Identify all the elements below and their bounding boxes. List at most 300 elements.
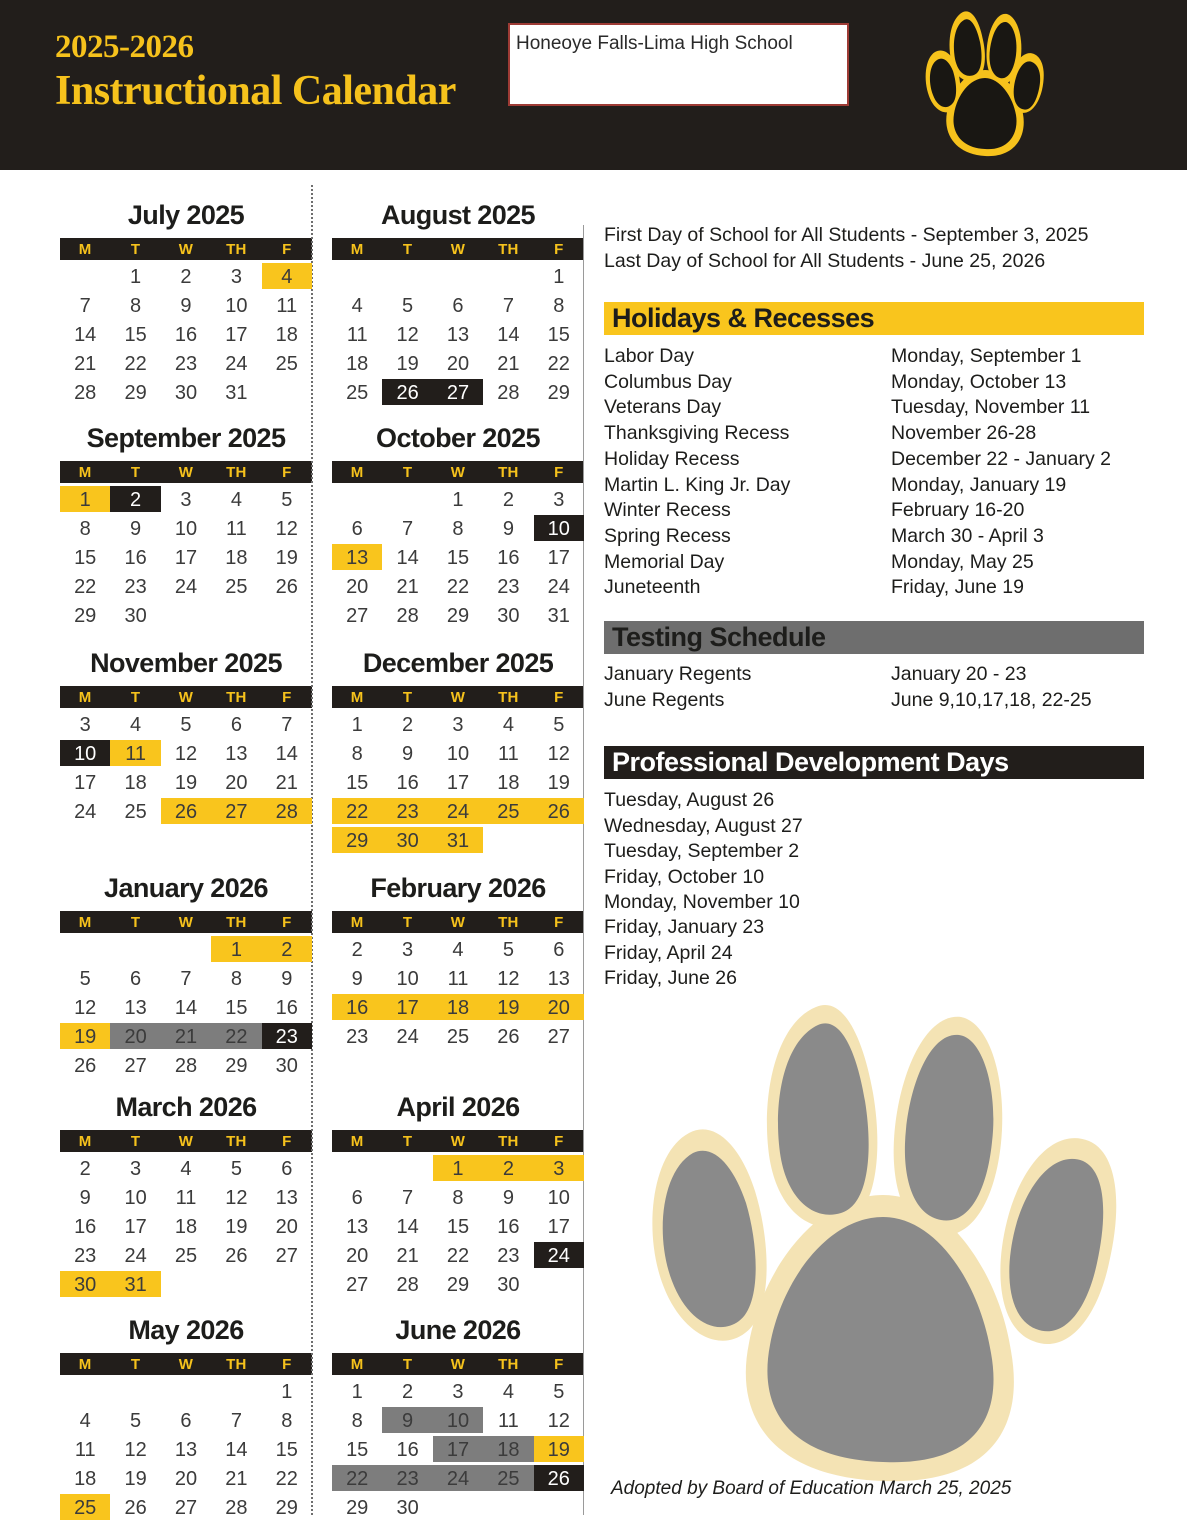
info-row-value: March 30 - April 3 — [891, 524, 1044, 547]
day-cell: 2 — [402, 1380, 414, 1403]
day-cell: 24 — [396, 1025, 419, 1048]
testing-section — [604, 621, 1187, 713]
dow-t: T — [402, 463, 413, 481]
day-cell: 25 — [346, 381, 369, 404]
day-cell: 29 — [74, 604, 97, 627]
week-row — [60, 710, 312, 739]
month-title: September 2025 — [86, 423, 286, 453]
day-cell: 8 — [281, 1409, 293, 1432]
day-cell: 4 — [502, 713, 514, 736]
day-cell: 22 — [346, 1467, 369, 1490]
day-cell: 6 — [130, 967, 142, 990]
week-rows — [332, 485, 584, 630]
week-row — [332, 993, 584, 1022]
dow-m: M — [78, 688, 92, 706]
month-title: January 2026 — [104, 873, 268, 903]
holidays-title: Holidays & Recesses — [612, 303, 875, 333]
week-row — [60, 1154, 312, 1183]
dow-m: M — [78, 240, 92, 258]
day-cell: 3 — [452, 1380, 464, 1403]
month-july-2025 — [60, 200, 312, 407]
pd-day-item: Tuesday, August 26 — [604, 789, 775, 812]
week-rows — [60, 1377, 312, 1522]
holidays-list — [604, 344, 1187, 601]
day-cell: 27 — [446, 381, 470, 404]
day-cell: 16 — [74, 1215, 97, 1238]
testing-title: Testing Schedule — [612, 622, 826, 653]
week-rows — [60, 262, 312, 407]
dow-t: T — [402, 1355, 413, 1373]
info-row — [604, 395, 1187, 421]
day-cell: 1 — [351, 1380, 363, 1403]
day-cell: 11 — [226, 517, 247, 540]
day-cell: 30 — [124, 604, 147, 627]
pd-day-item: Friday, October 10 — [604, 865, 765, 888]
dow-f: F — [554, 240, 564, 258]
day-cell: 10 — [124, 1186, 147, 1209]
info-row-label: Labor Day — [604, 345, 694, 367]
day-cell: 6 — [180, 1409, 192, 1432]
info-row-label: Columbus Day — [604, 370, 732, 393]
dow-f: F — [282, 240, 292, 258]
day-cell: 18 — [446, 996, 470, 1019]
dow-f: F — [282, 1355, 292, 1373]
week-row — [60, 1493, 312, 1522]
dow-w: W — [450, 240, 466, 258]
dow-w: W — [450, 1355, 466, 1373]
day-cell: 6 — [452, 294, 464, 317]
day-of-week-header — [60, 686, 312, 708]
day-cell: 16 — [346, 996, 369, 1019]
week-row — [332, 262, 584, 291]
day-cell: 19 — [396, 352, 419, 375]
day-cell: 5 — [230, 1157, 242, 1180]
week-row — [332, 826, 584, 855]
info-row-label: Winter Recess — [604, 499, 731, 522]
month-october-2025 — [332, 423, 584, 630]
day-cell: 18 — [497, 771, 520, 794]
day-cell: 18 — [497, 1438, 520, 1461]
day-cell: 16 — [174, 323, 198, 346]
dow-m: M — [350, 913, 364, 931]
day-cell: 14 — [497, 323, 520, 346]
week-row — [60, 935, 312, 964]
week-row — [332, 601, 584, 630]
month-title: August 2025 — [381, 200, 535, 230]
day-cell: 20 — [275, 1215, 298, 1238]
day-cell: 28 — [396, 1273, 419, 1296]
day-cell: 23 — [174, 352, 198, 375]
week-row — [60, 601, 312, 630]
day-cell: 12 — [547, 742, 570, 765]
day-cell: 19 — [547, 771, 570, 794]
info-row-label: January Regents — [604, 663, 752, 686]
week-rows — [60, 1154, 312, 1299]
paw-print-watermark-icon — [611, 985, 1171, 1485]
dow-th: TH — [498, 1132, 519, 1150]
day-cell: 15 — [275, 1438, 298, 1461]
week-row — [332, 1270, 584, 1299]
day-cell: 11 — [498, 1409, 519, 1432]
dow-th: TH — [226, 1355, 247, 1373]
dow-w: W — [450, 913, 466, 931]
day-cell: 29 — [446, 1273, 470, 1296]
week-row — [60, 1022, 312, 1051]
week-row — [332, 797, 584, 826]
dow-t: T — [130, 1132, 141, 1150]
pd-header-bar — [604, 746, 1144, 779]
info-row — [604, 473, 1187, 499]
info-row-label: Memorial Day — [604, 550, 725, 573]
day-cell: 16 — [497, 546, 520, 569]
day-cell: 19 — [497, 996, 520, 1019]
day-cell: 10 — [547, 1186, 570, 1209]
dow-t: T — [130, 1355, 141, 1373]
day-cell: 11 — [447, 967, 469, 990]
week-rows — [60, 485, 312, 630]
day-cell: 3 — [230, 265, 242, 288]
dow-w: W — [178, 688, 194, 706]
day-cell: 31 — [225, 381, 248, 404]
day-cell: 22 — [446, 575, 470, 598]
dow-th: TH — [498, 1355, 519, 1373]
day-cell: 23 — [124, 575, 147, 598]
day-cell: 28 — [225, 1496, 248, 1519]
day-of-week-header — [332, 1353, 584, 1375]
day-cell: 18 — [275, 323, 298, 346]
day-cell: 29 — [225, 1054, 248, 1077]
week-row — [332, 710, 584, 739]
day-cell: 4 — [351, 294, 363, 317]
day-cell: 26 — [225, 1244, 248, 1267]
day-cell: 20 — [446, 352, 470, 375]
day-cell: 10 — [225, 294, 248, 317]
dow-w: W — [450, 463, 466, 481]
day-cell: 6 — [553, 938, 565, 961]
day-cell: 14 — [174, 996, 198, 1019]
dow-m: M — [350, 688, 364, 706]
info-row-label: Holiday Recess — [604, 447, 740, 470]
week-row — [60, 514, 312, 543]
day-cell: 9 — [502, 517, 514, 540]
week-row — [332, 1241, 584, 1270]
day-cell: 8 — [452, 1186, 464, 1209]
day-cell: 2 — [180, 265, 192, 288]
dow-t: T — [130, 463, 141, 481]
day-cell: 20 — [346, 1244, 369, 1267]
day-cell: 25 — [275, 352, 298, 375]
day-cell: 14 — [225, 1438, 248, 1461]
day-cell: 27 — [346, 604, 369, 627]
day-cell: 15 — [547, 323, 570, 346]
info-row-value: February 16-20 — [891, 499, 1025, 522]
info-panel — [604, 170, 1187, 992]
month-june-2026 — [332, 1315, 584, 1522]
dow-t: T — [130, 240, 141, 258]
day-cell: 30 — [174, 381, 198, 404]
day-cell: 15 — [124, 323, 147, 346]
pd-section — [604, 746, 1187, 991]
week-row — [332, 1022, 584, 1051]
day-cell: 10 — [396, 967, 419, 990]
week-rows — [332, 710, 584, 855]
day-cell: 4 — [281, 265, 293, 288]
page-title: Instructional Calendar — [55, 67, 456, 114]
day-cell: 26 — [275, 575, 298, 598]
dow-f: F — [554, 1355, 564, 1373]
day-cell: 4 — [180, 1157, 192, 1180]
week-rows — [60, 710, 312, 826]
day-cell: 3 — [180, 488, 192, 511]
info-row-label: Spring Recess — [604, 524, 731, 547]
day-cell: 6 — [281, 1157, 293, 1180]
day-cell: 1 — [230, 938, 242, 961]
day-cell: 20 — [124, 1025, 147, 1048]
day-cell: 27 — [275, 1244, 298, 1267]
day-cell: 14 — [396, 546, 419, 569]
day-cell: 24 — [124, 1244, 147, 1267]
day-of-week-header — [332, 1130, 584, 1152]
day-cell: 5 — [180, 713, 192, 736]
month-december-2025 — [332, 648, 584, 855]
day-cell: 26 — [74, 1054, 97, 1077]
day-cell: 9 — [402, 742, 414, 765]
dow-m: M — [350, 1132, 364, 1150]
day-cell: 9 — [502, 1186, 514, 1209]
day-cell: 29 — [346, 1496, 369, 1519]
day-cell: 21 — [225, 1467, 248, 1490]
holidays-header-bar — [604, 302, 1144, 335]
day-cell: 13 — [124, 996, 147, 1019]
day-cell: 3 — [130, 1157, 142, 1180]
week-row — [332, 543, 584, 572]
day-cell: 29 — [275, 1496, 298, 1519]
month-title: February 2026 — [370, 873, 546, 903]
dow-t: T — [130, 688, 141, 706]
pd-day-item: Tuesday, September 2 — [604, 840, 800, 863]
day-cell: 23 — [275, 1025, 298, 1048]
dow-th: TH — [226, 913, 247, 931]
month-august-2025 — [332, 200, 584, 407]
week-row — [332, 378, 584, 407]
day-cell: 7 — [402, 1186, 414, 1209]
day-cell: 30 — [396, 1496, 419, 1519]
day-cell: 27 — [547, 1025, 570, 1048]
day-cell: 28 — [396, 604, 419, 627]
week-row — [332, 1435, 584, 1464]
week-row — [332, 935, 584, 964]
day-cell: 19 — [174, 771, 198, 794]
day-cell: 29 — [124, 381, 147, 404]
day-cell: 21 — [396, 1244, 419, 1267]
day-cell: 10 — [174, 517, 198, 540]
day-cell: 2 — [130, 488, 142, 511]
intro-block — [604, 222, 1187, 274]
week-row — [60, 1183, 312, 1212]
day-cell: 27 — [346, 1273, 369, 1296]
day-cell: 5 — [130, 1409, 142, 1432]
month-may-2026 — [60, 1315, 312, 1522]
day-cell: 4 — [230, 488, 242, 511]
info-row — [604, 662, 1187, 688]
day-cell: 2 — [79, 1157, 91, 1180]
dow-th: TH — [498, 688, 519, 706]
day-cell: 13 — [446, 323, 470, 346]
day-cell: 23 — [396, 800, 419, 823]
month-title: April 2026 — [396, 1092, 520, 1122]
day-cell: 15 — [346, 771, 369, 794]
day-cell: 31 — [446, 829, 470, 852]
day-cell: 24 — [225, 352, 248, 375]
day-cell: 20 — [174, 1467, 198, 1490]
pd-day-item: Friday, April 24 — [604, 941, 733, 964]
dow-th: TH — [498, 240, 519, 258]
day-cell: 11 — [175, 1186, 197, 1209]
week-row — [332, 291, 584, 320]
week-row — [332, 964, 584, 993]
day-cell: 3 — [79, 713, 91, 736]
dow-t: T — [402, 1132, 413, 1150]
day-of-week-header — [60, 1130, 312, 1152]
day-cell: 17 — [547, 546, 570, 569]
info-row-value: Monday, January 19 — [891, 473, 1067, 496]
day-cell: 5 — [281, 488, 293, 511]
info-row — [604, 524, 1187, 550]
day-of-week-header — [332, 461, 584, 483]
week-row — [332, 1377, 584, 1406]
week-row — [332, 1464, 584, 1493]
day-cell: 7 — [402, 517, 414, 540]
day-cell: 4 — [79, 1409, 91, 1432]
adopted-note: Adopted by Board of Education March 25, 2025 — [611, 1478, 1012, 1499]
day-cell: 27 — [174, 1496, 198, 1519]
day-cell: 2 — [281, 938, 293, 961]
paw-print-icon — [915, 4, 1055, 164]
pd-day-item: Wednesday, August 27 — [604, 814, 803, 837]
week-row — [332, 1212, 584, 1241]
calendar-grid — [0, 170, 592, 1536]
week-row — [60, 1241, 312, 1270]
day-cell: 5 — [553, 713, 565, 736]
day-cell: 18 — [225, 546, 248, 569]
day-cell: 5 — [402, 294, 414, 317]
week-row — [60, 1464, 312, 1493]
pd-day-item: Monday, November 10 — [604, 891, 800, 914]
day-cell: 2 — [502, 1157, 514, 1180]
day-cell: 26 — [547, 800, 570, 823]
day-cell: 12 — [74, 996, 97, 1019]
week-row — [60, 543, 312, 572]
month-september-2025 — [60, 423, 312, 630]
day-cell: 29 — [547, 381, 570, 404]
week-row — [60, 320, 312, 349]
day-cell: 29 — [346, 829, 369, 852]
day-cell: 16 — [124, 546, 147, 569]
dow-th: TH — [226, 688, 247, 706]
day-cell: 15 — [74, 546, 97, 569]
day-cell: 17 — [124, 1215, 147, 1238]
info-row-value: Monday, May 25 — [891, 550, 1034, 573]
day-cell: 12 — [275, 517, 298, 540]
day-cell: 2 — [502, 488, 514, 511]
day-cell: 13 — [225, 742, 248, 765]
week-rows — [332, 1154, 584, 1299]
dow-t: T — [402, 240, 413, 258]
day-cell: 23 — [497, 575, 520, 598]
month-title: November 2025 — [90, 648, 282, 678]
day-cell: 19 — [225, 1215, 248, 1238]
day-cell: 12 — [225, 1186, 248, 1209]
day-cell: 13 — [174, 1438, 198, 1461]
week-row — [60, 262, 312, 291]
day-cell: 30 — [396, 829, 419, 852]
week-row — [60, 993, 312, 1022]
day-cell: 12 — [174, 742, 198, 765]
day-cell: 30 — [74, 1273, 97, 1296]
panel-divider — [583, 225, 584, 1515]
dow-th: TH — [226, 463, 247, 481]
day-cell: 19 — [547, 1438, 570, 1461]
day-cell: 18 — [346, 352, 369, 375]
day-cell: 30 — [497, 1273, 520, 1296]
dow-f: F — [554, 688, 564, 706]
info-row-value: December 22 - January 2 — [891, 447, 1112, 470]
day-of-week-header — [60, 461, 312, 483]
day-cell: 10 — [446, 1409, 470, 1432]
week-row — [332, 514, 584, 543]
week-row — [60, 1406, 312, 1435]
week-row — [60, 964, 312, 993]
week-row — [332, 1406, 584, 1435]
day-cell: 24 — [547, 575, 570, 598]
info-row-label: Martin L. King Jr. Day — [604, 473, 791, 496]
day-cell: 25 — [174, 1244, 198, 1267]
info-row-value: June 9,10,17,18, 22-25 — [891, 688, 1092, 711]
day-cell: 13 — [346, 546, 369, 569]
day-cell: 22 — [346, 800, 369, 823]
day-cell: 5 — [79, 967, 91, 990]
week-row — [332, 320, 584, 349]
dow-w: W — [178, 1132, 194, 1150]
day-cell: 4 — [452, 938, 464, 961]
day-cell: 8 — [553, 294, 565, 317]
day-cell: 30 — [275, 1054, 298, 1077]
week-row — [60, 1051, 312, 1080]
day-cell: 19 — [124, 1467, 147, 1490]
day-cell: 18 — [124, 771, 147, 794]
day-cell: 2 — [402, 713, 414, 736]
week-row — [60, 739, 312, 768]
testing-header-bar — [604, 621, 1144, 654]
info-row — [604, 498, 1187, 524]
day-cell: 3 — [553, 488, 565, 511]
day-cell: 8 — [351, 1409, 363, 1432]
day-cell: 26 — [396, 381, 419, 404]
info-row-value: January 20 - 23 — [891, 663, 1027, 686]
month-january-2026 — [60, 873, 312, 1080]
day-cell: 14 — [396, 1215, 419, 1238]
day-cell: 21 — [497, 352, 520, 375]
day-cell: 8 — [79, 517, 91, 540]
day-cell: 30 — [497, 604, 520, 627]
dow-m: M — [350, 1355, 364, 1373]
info-row-label: June Regents — [604, 688, 725, 711]
pd-day-item: Friday, January 23 — [604, 916, 765, 939]
day-cell: 31 — [124, 1273, 147, 1296]
week-row — [60, 1377, 312, 1406]
day-cell: 29 — [446, 604, 470, 627]
week-row — [60, 349, 312, 378]
